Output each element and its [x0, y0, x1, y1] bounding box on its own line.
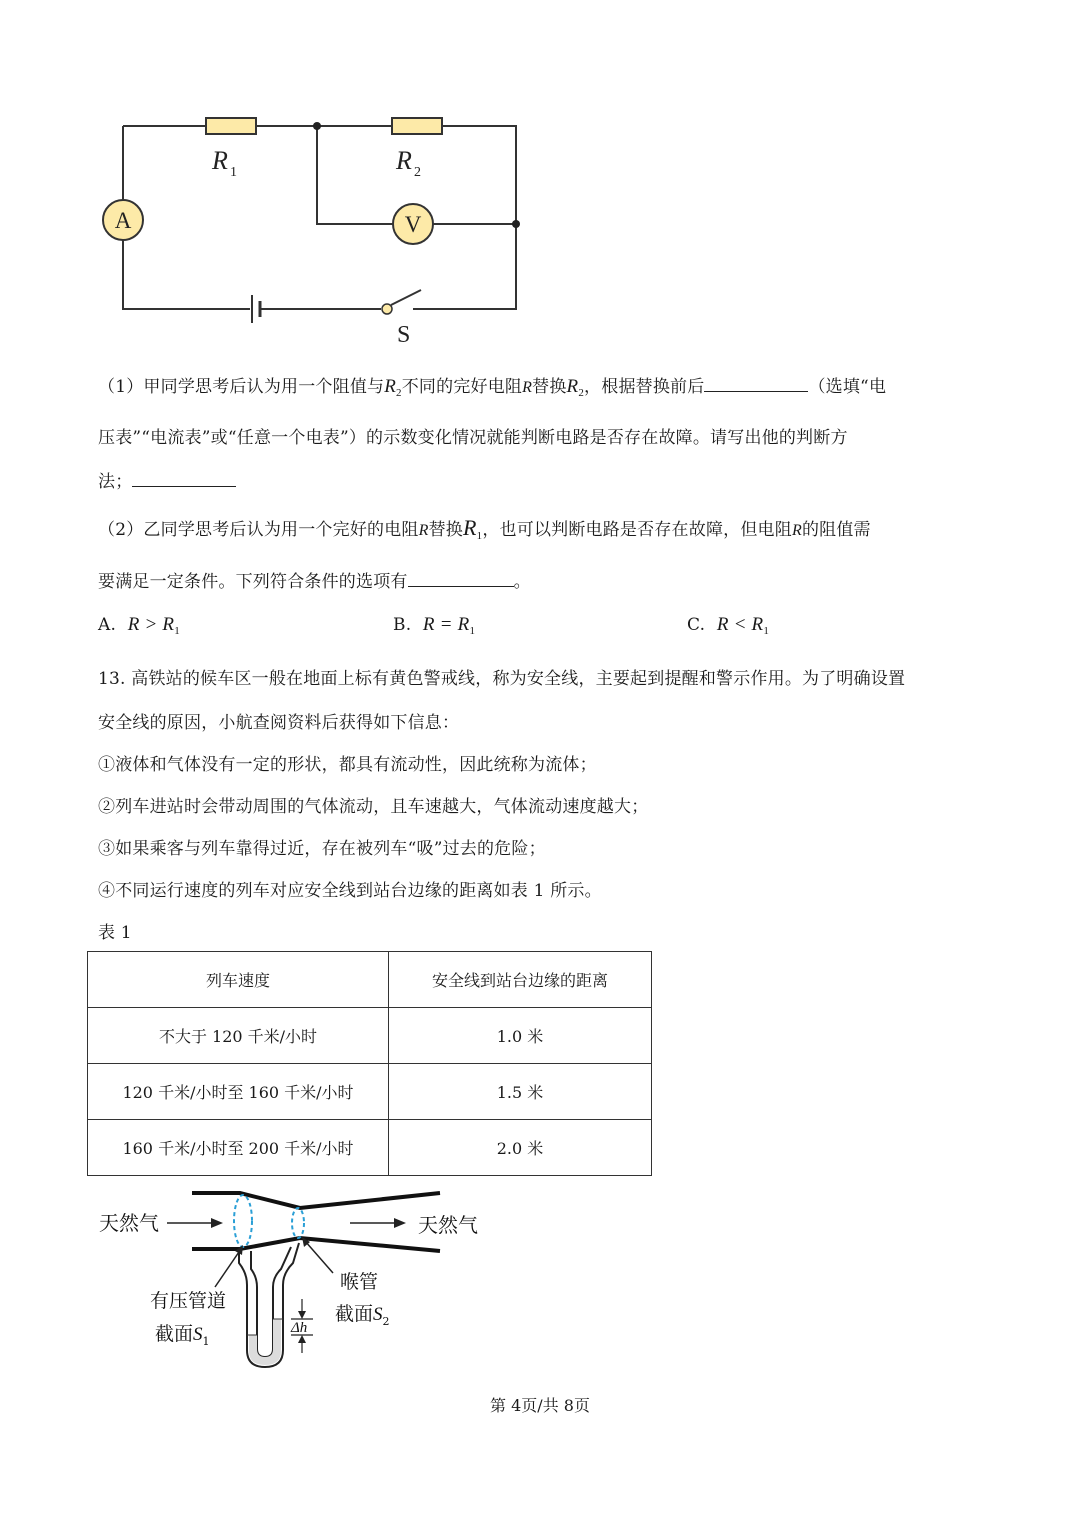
var-r: R [791, 522, 802, 539]
q13-info-4: ④不同运行速度的列车对应安全线到站台边缘的距离如表 1 所示。 [98, 881, 602, 901]
u-tube-liquid [249, 1319, 281, 1365]
delta-h-arrowhead-down [298, 1335, 306, 1343]
circuit-diagram [90, 100, 550, 360]
text-segment: 的阻值需 [801, 520, 871, 540]
junction-right [512, 220, 520, 228]
option-b-label: B. [393, 615, 412, 635]
q12-part1-line2: 压表”“电流表”或“任意一个电表”）的示数变化情况就能判断电路是否存在故障。请写出他的判断方 [98, 428, 848, 448]
text-segment: ，根据替换前后 [584, 377, 705, 397]
pipe-lower-wall [192, 1238, 440, 1251]
text-segment: 替换 [532, 377, 567, 397]
r2-label: R [396, 146, 412, 175]
option-a-label: A. [98, 615, 117, 635]
r1-label: R [212, 146, 228, 175]
option-b-math: $R = R_1$ [422, 614, 476, 637]
text-segment: 。 [513, 572, 531, 592]
option-c[interactable] [687, 614, 769, 637]
s1-pointer [215, 1249, 241, 1287]
var-r2: $R_2$ [566, 376, 585, 399]
gas-out-label: 天然气 [418, 1213, 478, 1237]
wire-left-lower [123, 240, 250, 309]
text-segment: 不同的完好电阻 [401, 377, 523, 397]
table-row [88, 1008, 652, 1064]
venturi-pipe-figure [95, 1185, 515, 1375]
q12-part2-line1 [98, 515, 871, 542]
option-c-math: $R < R_1$ [716, 614, 770, 637]
q13-line1: 13. 高铁站的候车区一般在地面上标有黄色警戒线，称为安全线，主要起到提醒和警示作用。为了明确设置 [98, 669, 906, 689]
delta-h-arrowhead-up [298, 1311, 306, 1319]
text-segment: ，也可以判断电路是否存在故障，但电阻 [482, 520, 792, 540]
table-cell: 1.5 米 [389, 1064, 652, 1120]
option-c-label: C. [687, 615, 706, 635]
text-segment: 替换 [428, 520, 464, 540]
switch-lever [391, 290, 421, 305]
u-tube-outer [239, 1243, 299, 1367]
q13-info-1: ①液体和气体没有一定的形状，都具有流动性，因此统称为流体； [98, 755, 597, 775]
table-row [88, 1064, 652, 1120]
s1-label-line2: 截面$S_1$ [155, 1323, 210, 1348]
text-segment: （1）甲同学思考后认为用一个阻值与 [98, 377, 385, 397]
section-s1-ellipse [234, 1195, 252, 1247]
s1-label-line1: 有压管道 [150, 1290, 227, 1312]
table-cell: 2.0 米 [389, 1120, 652, 1176]
voltmeter-label: V [404, 212, 422, 237]
var-r: R [418, 522, 429, 539]
q12-part2-line2 [98, 567, 531, 592]
resistor-r1 [206, 118, 256, 134]
table-caption: 表 1 [98, 923, 132, 943]
q13-line2: 安全线的原因，小航查阅资料后获得如下信息： [98, 713, 460, 733]
table-header-row [88, 952, 652, 1008]
r2-label-sub: 2 [414, 165, 421, 180]
delta-h-label: Δh [291, 1320, 308, 1336]
var-r1: $R_1$ [463, 515, 483, 542]
table-header-cell: 列车速度 [88, 952, 389, 1008]
wire-voltmeter-left [317, 126, 393, 224]
var-r2: $R_2$ [384, 376, 402, 399]
text-segment: 要满足一定条件。下列符合条件的选项有 [98, 572, 408, 592]
junction-top [313, 122, 321, 130]
switch-label: S [397, 322, 411, 348]
table-cell: 1.0 米 [389, 1008, 652, 1064]
inflow-arrowhead [211, 1218, 223, 1228]
q12-part1-line3 [98, 467, 236, 492]
q13-info-3: ③如果乘客与列车靠得过近，存在被列车“吸”过去的危险； [98, 839, 546, 859]
text-segment: （选填“电 [808, 377, 887, 397]
table-cell: 不大于 120 千米/小时 [88, 1008, 389, 1064]
option-b[interactable] [393, 614, 475, 637]
switch-pivot [382, 304, 392, 314]
pipe-upper-wall [192, 1193, 440, 1208]
text-segment: （2）乙同学思考后认为用一个完好的电阻 [98, 520, 419, 540]
s2-pointer [305, 1241, 333, 1273]
table-row [88, 1120, 652, 1176]
q12-part1-line1 [98, 372, 886, 399]
answer-blank[interactable] [704, 377, 808, 392]
r1-label-sub: 1 [230, 165, 237, 180]
var-r: R [522, 379, 533, 396]
speed-distance-table [87, 951, 652, 1176]
table-cell: 120 千米/小时至 160 千米/小时 [88, 1064, 389, 1120]
page-footer: 第 4页/共 8页 [490, 1396, 590, 1415]
ammeter-label: A [114, 208, 132, 233]
outflow-arrowhead [394, 1218, 406, 1228]
answer-blank[interactable] [132, 472, 236, 487]
q13-info-2: ②列车进站时会带动周围的气体流动，且车速越大，气体流动速度越大； [98, 797, 649, 817]
resistor-r2 [392, 118, 442, 134]
gas-in-label: 天然气 [99, 1211, 159, 1235]
section-s2-ellipse [292, 1208, 304, 1238]
text-segment: 法； [98, 472, 133, 492]
s2-label-line2: 截面$S_2$ [335, 1303, 390, 1328]
option-a[interactable] [98, 614, 180, 637]
table-cell: 160 千米/小时至 200 千米/小时 [88, 1120, 389, 1176]
s2-label-line1: 喉管 [340, 1271, 379, 1293]
answer-blank[interactable] [408, 572, 514, 587]
option-a-math: $R > R_1$ [127, 614, 180, 637]
table-header-cell: 安全线到站台边缘的距离 [389, 952, 652, 1008]
